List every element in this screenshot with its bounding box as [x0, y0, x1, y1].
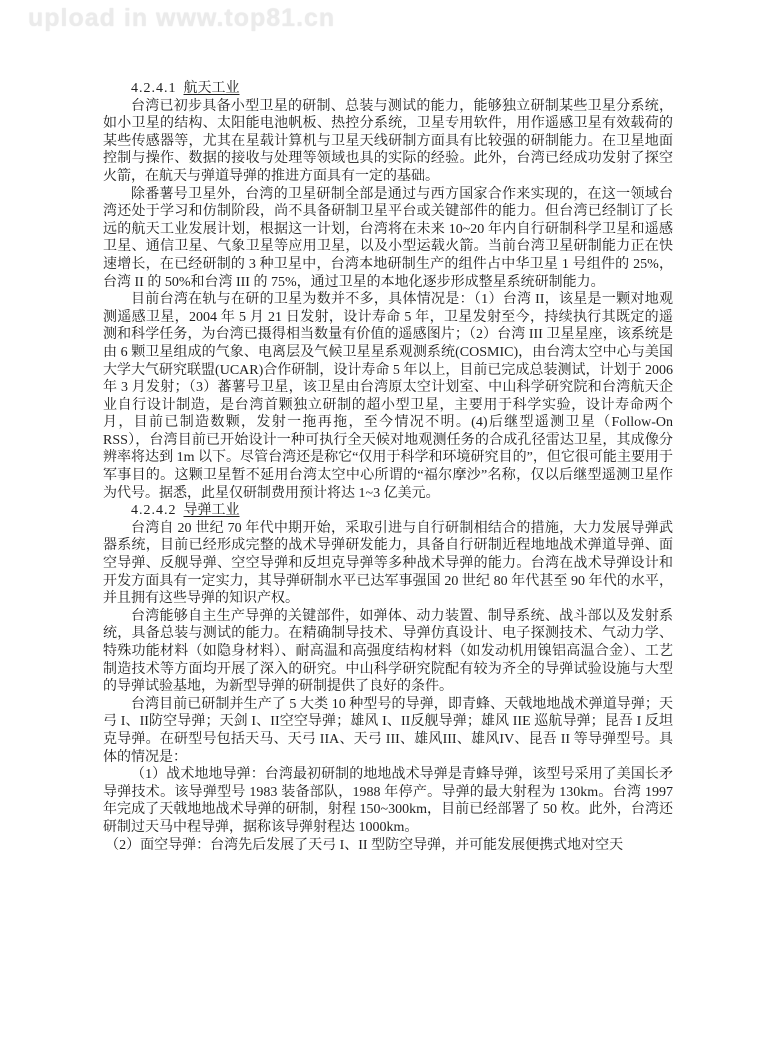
document-content	[103, 80, 673, 854]
section-heading-aerospace	[103, 80, 673, 98]
paragraph-aerospace-1: 台湾已初步具备小型卫星的研制、总装与测试的能力，能够独立研制某些卫星分系统，如小卫星的结构、太阳能电池帆板、热控分系统，卫星专用软件，用作遥感卫星有效载荷的某些传感器等，尤其在星载计算机与卫星天线研制方面具有比较强的研制能力。在卫星地面控制与操作、数据的接收与处理等领域也具的实际的经验。此外，台湾已经成功发射了探空火箭，在航天与弹道导弹的推进方面具有一定的基础。	[103, 98, 673, 184]
section-title: 导弹工业	[183, 503, 240, 519]
section-number: 4.2.4.2	[131, 503, 177, 519]
paragraph-aerospace-2: 除番薯号卫星外，台湾的卫星研制全部是通过与西方国家合作来实现的，在这一领域台湾还处于学习和仿制阶段，尚不具备研制卫星平台或关键部件的能力。但台湾已经制订了长远的航天工业发展计划，根据这一计划，台湾将在未来 10~20 年内自行研制科学卫星和遥感卫星、通信卫星、气象卫星等应用卫星，以及小型运载火箭。当前台湾卫星研制能力正在快速增长，在已经研制的 3 种卫星中，台湾本地研制生产的组件占中华卫星 1 号组件的 25%，台湾 II 的 50%和台湾 III 的 75%，通过卫星的本地化逐步形成整星系统研制能力。	[103, 186, 673, 290]
paragraph-aerospace-3: 目前台湾在轨与在研的卫星为数并不多，具体情况是：（1）台湾 II，该星是一颗对地观测遥感卫星，2004 年 5 月 21 日发射，设计寿命 5 年，卫星发射至今，持续执行其既定的遥测和科学任务，为台湾已摄得相当数量有价值的遥感图片；（2）台湾 III 卫星星座，该系统是由 6 颗卫星组成的气象、电离层及气候卫星星系观测系统(COSMIC)，由台湾太空中心与美国大学大气研究联盟(UCAR)合作研制，设计寿命 5 年以上，目前已完成总装测试，计划于 2006 年 3 月发射；（3）蕃薯号卫星，该卫星由台湾原太空计划室、中山科学研究院和台湾航天企业自行设计制造，是台湾首颗独立研制的超小型卫星，主要用于科学实验，设计寿命两个月，目前已制造数颗，发射一拖再拖，至今情况不明。(4)后继型遥测卫星（Follow-On RSS），台湾目前已开始设计一种可执行全天候对地观测任务的合成孔径雷达卫星，其成像分辨率将达到 1m 以下。尽管台湾还是称它“仅用于科学和环境研究目的”，但它很可能主要用于军事目的。这颗卫星暂不延用台湾太空中心所谓的“福尔摩沙”名称，仅以后继型遥测卫星作为代号。据悉，此星仅研制费用预计将达 1~3 亿美元。	[103, 292, 673, 501]
paragraph-missile-3: 台湾目前已研制并生产了 5 大类 10 种型号的导弹，即青蜂、天戟地地战术弹道导弹；天弓 I、II防空导弹；天剑 I、II空空导弹；雄风 I、II反舰导弹；雄风 IIE 巡航导弹；昆吾 I 反坦克导弹。在研型号包括天马、天弓 IIA、天弓 III、雄风III、雄风IV、昆吾 II 等导弹型号。具体的情况是：	[103, 696, 673, 765]
section-heading-missile	[103, 502, 673, 520]
paragraph-missile-5: （2）面空导弹：台湾先后发展了天弓 I、II 型防空导弹，并可能发展便携式地对空天	[105, 837, 624, 853]
watermark-text: upload in www.top81.cn	[28, 4, 336, 32]
section-title: 航天工业	[183, 81, 240, 96]
paragraph-missile-4: （1）战术地地导弹：台湾最初研制的地地战术导弹是青蜂导弹，该型号采用了美国长矛导弹技术。该导弹型号 1983 装备部队，1988 年停产。导弹的最大射程为 130km。台湾 1997 年完成了天戟地地战术导弹的研制，射程 150~300km，目前已经部署了 50 枚。此外，台湾还研制过天马中程导弹，据称该导弹射程达 1000km。	[103, 767, 673, 835]
section-number: 4.2.4.1	[131, 81, 177, 96]
paragraph-missile-1: 台湾自 20 世纪 70 年代中期开始，采取引进与自行研制相结合的措施，大力发展导弹武器系统，目前已经形成完整的战术导弹研发能力，具备自行研制近程地地战术弹道导弹、面空导弹、反舰导弹、空空导弹和反坦克导弹等多种战术导弹的能力。台湾在战术导弹设计和开发方面具有一定实力，其导弹研制水平已达军事强国 20 世纪 80 年代甚至 90 年代的水平，并且拥有这些导弹的知识产权。	[103, 520, 673, 607]
paragraph-missile-2: 台湾能够自主生产导弹的关键部件，如弹体、动力装置、制导系统、战斗部以及发射系统，具备总装与测试的能力。在精确制导技术、导弹仿真设计、电子探测技术、气动力学、特殊功能材料（如隐身材料）、耐高温和高强度结构材料（如发动机用镍铝高温合金）、工艺制造技术等方面均开展了深入的研究。中山科学研究院配有较为齐全的导弹试验设施与大型的导弹试验基地，为新型导弹的研制提供了良好的条件。	[103, 608, 673, 695]
